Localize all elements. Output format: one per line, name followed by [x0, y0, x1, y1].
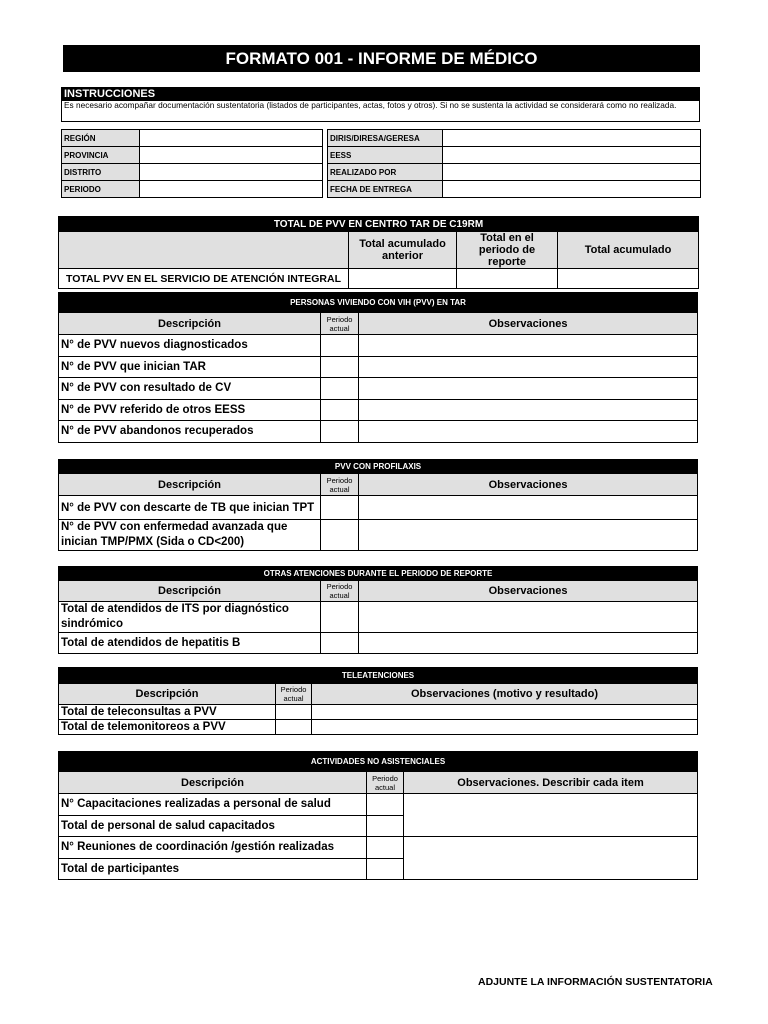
- total-prev-cell[interactable]: [349, 269, 457, 289]
- field-input-realizado[interactable]: [443, 164, 701, 181]
- col-obs: Observaciones (motivo y resultado): [312, 684, 698, 705]
- col-period: Periodo actual: [367, 772, 404, 794]
- table-row-label: Total de personal de salud capacitados: [59, 815, 367, 837]
- period-cell[interactable]: [321, 520, 359, 551]
- obs-cell[interactable]: [359, 335, 698, 357]
- period-cell[interactable]: [276, 705, 312, 720]
- tele-heading: TELEATENCIONES: [59, 668, 698, 684]
- obs-cell[interactable]: [359, 496, 698, 520]
- col-total-period: Total en el periodo de reporte: [457, 232, 558, 269]
- pvv-tar-heading: PERSONAS VIVIENDO CON VIH (PVV) EN TAR: [59, 293, 698, 313]
- footer-note: ADJUNTE LA INFORMACIÓN SUSTENTATORIA: [478, 976, 713, 988]
- field-input-fecha[interactable]: [443, 181, 701, 198]
- period-cell[interactable]: [367, 837, 404, 859]
- table-row-label: N° de PVV con enfermedad avanzada que inician TMP/PMX (Sida o CD<200): [59, 520, 321, 551]
- instructions-heading: INSTRUCCIONES: [62, 88, 699, 101]
- col-desc: Descripción: [59, 684, 276, 705]
- total-pvv-heading: TOTAL DE PVV EN CENTRO TAR DE C19RM: [59, 217, 699, 232]
- col-obs: Observaciones: [359, 474, 698, 496]
- table-row-label: N° Capacitaciones realizadas a personal de salud: [59, 794, 367, 816]
- obs-cell[interactable]: [404, 837, 698, 880]
- field-label-region: REGIÓN: [62, 130, 140, 147]
- table-row-label: Total de telemonitoreos a PVV: [59, 720, 276, 735]
- field-label-eess: EESS: [328, 147, 443, 164]
- obs-cell[interactable]: [359, 602, 698, 633]
- field-input-region[interactable]: [140, 130, 323, 147]
- period-cell[interactable]: [321, 496, 359, 520]
- col-obs: Observaciones. Describir cada item: [404, 772, 698, 794]
- obs-cell[interactable]: [404, 794, 698, 837]
- field-label-diris: DIRIS/DIRESA/GERESA: [328, 130, 443, 147]
- table-row-label: Total de teleconsultas a PVV: [59, 705, 276, 720]
- period-cell[interactable]: [321, 378, 359, 400]
- col-desc: Descripción: [59, 313, 321, 335]
- page-title: FORMATO 001 - INFORME DE MÉDICO: [63, 45, 700, 72]
- obs-cell[interactable]: [359, 633, 698, 654]
- period-cell[interactable]: [321, 421, 359, 443]
- table-row-label: N° de PVV que inician TAR: [59, 356, 321, 378]
- pvv-tar-table: [58, 292, 698, 443]
- period-cell[interactable]: [321, 356, 359, 378]
- obs-cell[interactable]: [312, 720, 698, 735]
- table-row-label: N° de PVV abandonos recuperados: [59, 421, 321, 443]
- field-label-provincia: PROVINCIA: [62, 147, 140, 164]
- teleatenciones-table: [58, 667, 698, 735]
- period-cell[interactable]: [367, 794, 404, 816]
- total-pvv-table: [58, 216, 699, 289]
- table-row-label: Total de atendidos de ITS por diagnóstico sindrómico: [59, 602, 321, 633]
- otras-atenciones-table: [58, 566, 698, 654]
- col-desc: Descripción: [59, 474, 321, 496]
- col-obs: Observaciones: [359, 313, 698, 335]
- total-pvv-row-label: TOTAL PVV EN EL SERVICIO DE ATENCIÓN INTEGRAL: [59, 269, 349, 289]
- obs-cell[interactable]: [359, 356, 698, 378]
- table-row-label: N° de PVV con descarte de TB que inician TPT: [59, 496, 321, 520]
- no-asist-heading: ACTIVIDADES NO ASISTENCIALES: [59, 752, 698, 772]
- period-cell[interactable]: [321, 633, 359, 654]
- col-desc: Descripción: [59, 581, 321, 602]
- field-label-distrito: DISTRITO: [62, 164, 140, 181]
- period-cell[interactable]: [321, 399, 359, 421]
- field-label-fecha: FECHA DE ENTREGA: [328, 181, 443, 198]
- table-row-label: N° de PVV referido de otros EESS: [59, 399, 321, 421]
- profilaxis-table: [58, 459, 698, 551]
- info-fields-table: [61, 129, 701, 198]
- table-row-label: N° Reuniones de coordinación /gestión realizadas: [59, 837, 367, 859]
- table-row-label: Total de participantes: [59, 858, 367, 880]
- col-period: Periodo actual: [321, 313, 359, 335]
- field-input-distrito[interactable]: [140, 164, 323, 181]
- instructions-text: Es necesario acompañar documentación sustentatoria (listados de participantes, actas, fotos y otros). Si no se sustenta la actividad se considerará como no realizada.: [64, 100, 677, 110]
- field-input-diris[interactable]: [443, 130, 701, 147]
- obs-cell[interactable]: [359, 421, 698, 443]
- field-label-periodo: PERIODO: [62, 181, 140, 198]
- period-cell[interactable]: [367, 815, 404, 837]
- profilaxis-heading: PVV CON PROFILAXIS: [59, 460, 698, 474]
- obs-cell[interactable]: [312, 705, 698, 720]
- col-total-acum: Total acumulado: [558, 232, 699, 269]
- period-cell[interactable]: [321, 335, 359, 357]
- col-period: Periodo actual: [276, 684, 312, 705]
- col-obs: Observaciones: [359, 581, 698, 602]
- field-input-periodo[interactable]: [140, 181, 323, 198]
- period-cell[interactable]: [276, 720, 312, 735]
- col-period: Periodo actual: [321, 474, 359, 496]
- field-label-realizado: REALIZADO POR: [328, 164, 443, 181]
- no-asistenciales-table: [58, 751, 698, 880]
- table-row-label: N° de PVV con resultado de CV: [59, 378, 321, 400]
- obs-cell[interactable]: [359, 399, 698, 421]
- instructions-box: [61, 87, 700, 122]
- col-period: Periodo actual: [321, 581, 359, 602]
- obs-cell[interactable]: [359, 520, 698, 551]
- period-cell[interactable]: [367, 858, 404, 880]
- period-cell[interactable]: [321, 602, 359, 633]
- total-acum-cell[interactable]: [558, 269, 699, 289]
- col-total-prev: Total acumulado anterior: [349, 232, 457, 269]
- col-desc: Descripción: [59, 772, 367, 794]
- total-period-cell[interactable]: [457, 269, 558, 289]
- table-row-label: N° de PVV nuevos diagnosticados: [59, 335, 321, 357]
- field-input-provincia[interactable]: [140, 147, 323, 164]
- table-row-label: Total de atendidos de hepatitis B: [59, 633, 321, 654]
- field-input-eess[interactable]: [443, 147, 701, 164]
- otras-heading: OTRAS ATENCIONES DURANTE EL PERIODO DE REPORTE: [59, 567, 698, 581]
- obs-cell[interactable]: [359, 378, 698, 400]
